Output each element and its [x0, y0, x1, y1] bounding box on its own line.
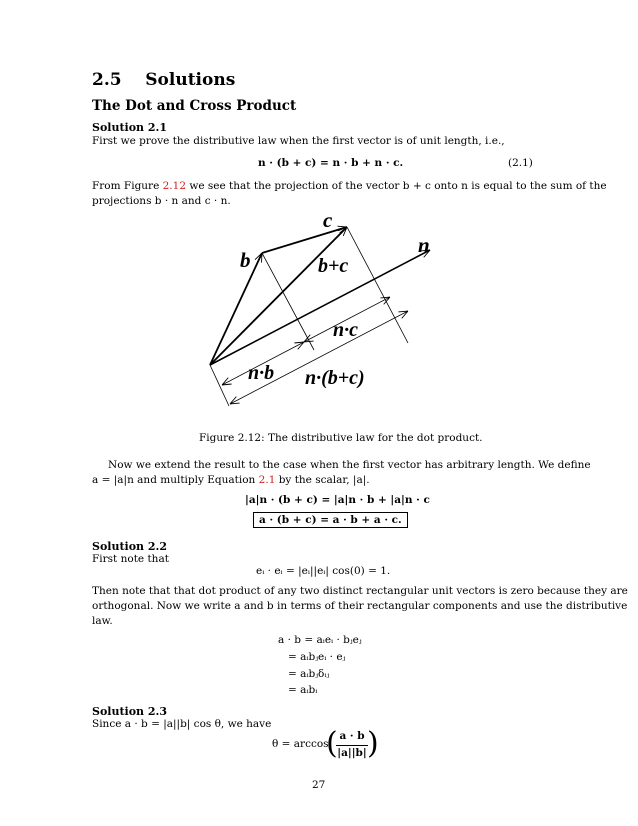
vector-b	[210, 253, 262, 365]
section-number: 2.5	[92, 70, 122, 90]
derivation-line-2: = aᵢbⱼeᵢ · eⱼ	[288, 651, 346, 663]
boxed-result-equation: a · (b + c) = a · b + a · c.	[253, 512, 408, 528]
scaled-equation: |a|n · (b + c) = |a|n · b + |a|n · c	[245, 494, 430, 506]
solution-2-3-heading: Solution 2.3	[92, 705, 168, 718]
figure-caption: Figure 2.12: The distributive law for the dot product.	[199, 432, 483, 444]
paragraph-text: a = |a|n and multiply Equation	[92, 474, 259, 486]
extension-paragraph-line1: Now we extend the result to the case when the first vector has arbitrary length. We define	[108, 459, 591, 471]
theta-lhs: θ = arccos	[272, 738, 329, 750]
paragraph-text: From Figure	[92, 180, 163, 192]
paragraph-text: we see that the projection of the vector b + c onto n is equal to the sum of the	[186, 180, 607, 192]
fraction-denominator: |a||b|	[337, 747, 367, 759]
label-b: b	[240, 248, 251, 272]
solution-2-1-heading: Solution 2.1	[92, 121, 168, 134]
derivation-line-1: a · b = aᵢeᵢ · bⱼeⱼ	[278, 634, 362, 646]
dimension-n-dot-b-plus-c	[230, 311, 408, 404]
paragraph-text: by the scalar, |a|.	[275, 474, 370, 486]
solution-2-2-paragraph-line3: law.	[92, 615, 113, 627]
label-n: n	[418, 233, 430, 257]
label-c: c	[323, 208, 333, 232]
projection-line-origin	[210, 365, 229, 406]
equation-2-1-number: (2.1)	[508, 157, 533, 169]
right-paren: )	[367, 726, 379, 761]
unit-vector-equation: eᵢ · eᵢ = |eᵢ||eᵢ| cos(0) = 1.	[256, 565, 391, 577]
equation-reference-link[interactable]: 2.1	[258, 474, 276, 486]
section-title: Solutions	[145, 70, 236, 90]
fraction-numerator: a · b	[339, 730, 365, 742]
page-number: 27	[312, 779, 326, 791]
derivation-line-3: = aᵢbⱼδᵢⱼ	[288, 668, 330, 680]
solution-2-2-paragraph-line1: Then note that that dot product of any two distinct rectangular unit vectors is zero because they are	[92, 585, 628, 597]
label-b-plus-c: b+c	[318, 255, 349, 277]
solution-2-2-paragraph-line2: orthogonal. Now we write a and b in terms of their rectangular components and use the distributive	[92, 600, 628, 612]
solution-2-2-intro: First note that	[92, 553, 169, 565]
label-n-dot-c: n·c	[333, 319, 358, 341]
left-paren: (	[326, 726, 338, 761]
label-n-dot-b-plus-c: n·(b+c)	[305, 367, 365, 389]
equation-2-1: n · (b + c) = n · b + n · c.	[258, 157, 404, 169]
extension-paragraph-line2	[92, 474, 370, 486]
solution-2-2-heading: Solution 2.2	[92, 540, 168, 553]
subsection-title: The Dot and Cross Product	[92, 98, 297, 114]
figure-reference-link[interactable]: 2.12	[162, 180, 187, 192]
solution-2-1-paragraph-line2: projections b · n and c · n.	[92, 195, 231, 207]
solution-2-1-intro: First we prove the distributive law when the first vector is of unit length, i.e.,	[92, 135, 505, 147]
solution-2-3-intro: Since a · b = |a||b| cos θ, we have	[92, 718, 272, 730]
derivation-line-4: = aᵢbᵢ	[288, 684, 318, 696]
fraction-bar	[336, 745, 368, 746]
label-n-dot-b: n·b	[248, 362, 275, 384]
